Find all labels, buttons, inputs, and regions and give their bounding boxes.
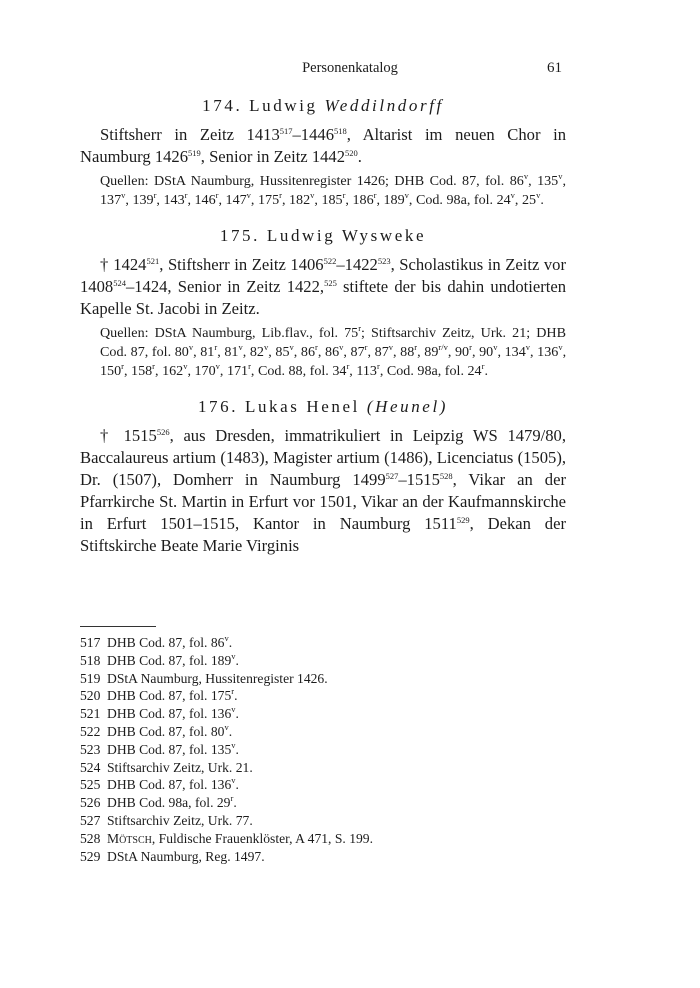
text-run: , 150: [100, 344, 567, 379]
text-run: , 186: [345, 192, 374, 208]
footnote-number: 518: [80, 652, 101, 668]
footnote-number: 520: [80, 688, 101, 704]
text-run: , 170: [187, 363, 216, 379]
text-run: DHB Cod. 87, fol. 80: [107, 723, 225, 739]
footnote: [80, 794, 566, 812]
superscript: 520: [345, 148, 358, 158]
text-run: .: [233, 795, 237, 811]
entry-surname: (Heunel): [366, 397, 449, 416]
superscript: v: [525, 342, 531, 352]
footnote-number: 519: [80, 670, 101, 686]
superscript: v: [231, 739, 236, 750]
superscript: v: [121, 190, 126, 200]
footnote-text: [107, 634, 232, 652]
superscript: v: [183, 361, 188, 371]
superscript: 528: [439, 471, 453, 481]
superscript: r: [376, 361, 380, 371]
text-run: .: [228, 723, 233, 739]
footnote: [80, 776, 566, 794]
text-run: , 158: [123, 363, 153, 379]
superscript: v: [558, 342, 563, 352]
text-run: , 146: [187, 192, 216, 208]
text-run: .: [484, 363, 488, 379]
footnote: [80, 670, 566, 688]
footnote: [80, 705, 566, 723]
footnote-number: 522: [80, 723, 101, 739]
text-run: , Scholastikus in Zeitz vor 1408: [80, 255, 567, 296]
entry-number: 175.: [219, 226, 261, 245]
footnote-number: 528: [80, 830, 101, 846]
footnote-number: 517: [80, 635, 101, 650]
text-run: , 87: [367, 344, 389, 360]
text-run: , 189: [376, 192, 405, 208]
spacer: [80, 381, 566, 395]
text-run: , 139: [125, 192, 154, 208]
superscript: v: [558, 171, 563, 181]
footnote-text: [107, 794, 237, 812]
catalog-body: [80, 94, 566, 557]
text-run: , Stiftsherr in Zeitz 1406: [159, 255, 324, 274]
entry-number: 176.: [197, 397, 239, 416]
footnote: [80, 687, 566, 705]
text-run: DHB Cod. 98a, fol. 29: [107, 795, 231, 811]
superscript: r: [214, 342, 218, 352]
footnote-text: [107, 741, 239, 759]
text-run: , 175: [250, 192, 280, 208]
text-run: † 1515: [100, 426, 157, 445]
footnote-number: 529: [80, 848, 101, 864]
text-run: , 90: [471, 344, 494, 360]
footnote-number: 526: [80, 795, 101, 811]
superscript: v: [246, 190, 251, 200]
superscript: v: [215, 361, 220, 371]
superscript: 524: [113, 278, 126, 288]
text-run: .: [540, 192, 544, 208]
superscript: v: [231, 650, 236, 661]
text-run: , 143: [156, 192, 185, 208]
text-run: –1424, Senior in Zeitz 1422,: [125, 277, 325, 296]
text-run: DHB Cod. 87, fol. 189: [107, 652, 232, 668]
footnote: [80, 723, 566, 741]
text-run: , 89: [417, 344, 439, 360]
text-run: stiftete der bis dahin undotierten Kapelle St. Jacobi in Zeitz.: [80, 277, 566, 318]
text-run: , 88: [393, 344, 415, 360]
text-run: , 147: [218, 192, 247, 208]
text-run: ; Stiftsarchiv Zeitz, Urk. 21; DHB Cod. 87, fol. 80: [100, 325, 566, 360]
superscript: r: [231, 686, 235, 697]
text-run: .: [235, 706, 239, 722]
text-run: , 162: [155, 363, 184, 379]
entry-name: Lukas Henel: [244, 397, 360, 416]
text-run: .: [234, 688, 238, 704]
text-run: , 171: [219, 363, 249, 379]
text-run: .: [235, 741, 239, 757]
text-run: DHB Cod. 87, fol. 175: [107, 688, 232, 704]
superscript: v: [231, 704, 236, 715]
author-name: Mötsch: [107, 830, 152, 846]
superscript: r: [152, 361, 156, 371]
superscript: v: [536, 190, 541, 200]
superscript: 517: [279, 126, 293, 136]
text-run: , Dekan der Stiftskirche Beate Marie Virginis: [80, 514, 566, 555]
text-run: .: [235, 777, 239, 793]
footnote-number: 525: [80, 777, 101, 793]
footnote: [80, 634, 566, 652]
text-run: Quellen: DStA Naumburg, Lib.flav., fol. 75: [100, 325, 359, 341]
superscript: v: [188, 342, 194, 352]
entry-174-sources: [80, 172, 566, 210]
superscript: v: [289, 342, 294, 352]
text-run: DHB Cod. 87, fol. 86: [107, 635, 225, 650]
entry-176-heading: [80, 395, 566, 419]
text-run: , aus Dresden, immatrikuliert in Leipzig WS 1479/80, Baccalaureus artium (1483), Magister artium (1486), Licenciatus (1505), Dr. (1507), Domherr in Naumburg 1499: [80, 426, 566, 489]
superscript: v: [310, 190, 315, 200]
text-run: , 25: [514, 192, 537, 208]
text-run: DHB Cod. 87, fol. 135: [107, 741, 232, 757]
text-run: , Senior in Zeitz 1442: [200, 147, 346, 166]
text-run: Stiftsarchiv Zeitz, Urk. 77.: [107, 812, 253, 828]
text-run: Stiftsherr in Zeitz 1413: [100, 125, 280, 144]
superscript: v: [493, 342, 498, 352]
footnote: [80, 812, 566, 830]
text-run: , Fuldische Frauenklöster, A 471, S. 199.: [151, 830, 373, 846]
entry-174-text: [80, 124, 566, 168]
superscript: r: [481, 361, 485, 371]
superscript: 518: [333, 126, 347, 136]
superscript: r: [364, 342, 368, 352]
text-run: , 185: [314, 192, 343, 208]
footnote: [80, 759, 566, 777]
text-run: –1422: [336, 255, 378, 274]
text-run: Stiftsarchiv Zeitz, Urk. 21.: [107, 759, 253, 775]
entry-surname: Weddilndorff: [324, 96, 444, 115]
text-run: † 1424: [100, 255, 147, 274]
footnote-text: [107, 759, 253, 777]
text-run: Quellen: DStA Naumburg, Hussitenregister 1426; DHB Cod. 87, fol. 86: [100, 173, 524, 189]
footnote-text: [107, 687, 238, 705]
superscript: 529: [456, 515, 470, 525]
superscript: v: [224, 721, 229, 732]
footnote-text: [107, 812, 253, 830]
text-run: , 134: [497, 344, 526, 360]
superscript: v: [523, 171, 529, 181]
footnotes: [80, 634, 566, 865]
text-run: , 136: [530, 344, 559, 360]
superscript: r: [358, 323, 362, 333]
footnote: [80, 741, 566, 759]
superscript: r: [121, 361, 124, 371]
text-run: , 135: [528, 173, 559, 189]
footnote: [80, 652, 566, 670]
text-run: , 81: [193, 344, 215, 360]
entry-174-heading: [80, 94, 566, 118]
superscript: r: [469, 342, 472, 352]
entry-number: 174.: [202, 96, 243, 115]
superscript: v: [510, 190, 515, 200]
text-run: , Cod. 88, fol. 34: [250, 363, 347, 379]
entry-name: Ludwig Wysweke: [266, 226, 427, 245]
superscript: r: [153, 190, 157, 200]
text-run: , 182: [281, 192, 311, 208]
superscript: r: [184, 190, 188, 200]
text-run: , 86: [293, 344, 316, 360]
superscript: 519: [188, 148, 201, 158]
superscript: 523: [377, 256, 391, 266]
footnote-number: 527: [80, 812, 101, 828]
entry-name: Ludwig: [249, 96, 318, 115]
running-head: [0, 60, 700, 80]
text-run: , 87: [343, 344, 365, 360]
text-run: .: [357, 147, 362, 166]
text-run: DStA Naumburg, Hussitenregister 1426.: [107, 670, 328, 686]
footnote-text: [107, 723, 232, 741]
text-run: , 86: [317, 344, 340, 360]
text-run: , 113: [349, 363, 377, 379]
superscript: r: [215, 190, 219, 200]
text-run: , 90: [447, 344, 470, 360]
entry-175-text: [80, 254, 566, 320]
superscript: v: [263, 342, 269, 352]
superscript: r: [346, 361, 350, 371]
running-title: Personenkatalog: [302, 60, 398, 76]
text-run: , Cod. 98a, fol. 24: [379, 363, 482, 379]
footnote-text: [107, 652, 239, 670]
footnote: [80, 848, 566, 866]
footnote-text: [107, 830, 373, 848]
footnote-rule: [80, 626, 156, 627]
superscript: v: [224, 633, 229, 643]
superscript: v: [388, 342, 393, 352]
footnote-text: [107, 670, 328, 688]
text-run: , 137: [100, 173, 566, 208]
text-run: , 85: [268, 344, 290, 360]
superscript: r: [230, 793, 234, 804]
text-run: .: [235, 652, 239, 668]
text-run: , Altarist im neuen Chor in Naumburg 1426: [80, 125, 566, 166]
page-number: 61: [547, 60, 562, 76]
superscript: v: [238, 342, 243, 352]
entry-175-sources: [80, 324, 566, 381]
superscript: r: [279, 190, 282, 200]
superscript: 526: [156, 427, 170, 437]
superscript: v: [339, 342, 344, 352]
text-run: DHB Cod. 87, fol. 136: [107, 706, 232, 722]
footnote-number: 523: [80, 741, 101, 757]
text-run: .: [228, 635, 233, 650]
superscript: r/v: [438, 342, 448, 352]
superscript: r: [373, 190, 377, 200]
superscript: r: [342, 190, 346, 200]
text-run: –1515: [398, 470, 440, 489]
spacer: [80, 210, 566, 224]
text-run: DStA Naumburg, Reg. 1497.: [107, 848, 265, 864]
superscript: 521: [146, 256, 160, 266]
footnote-number: 524: [80, 759, 101, 775]
entry-175-heading: [80, 224, 566, 248]
superscript: 527: [385, 471, 399, 481]
superscript: v: [404, 190, 409, 200]
text-run: , Cod. 98a, fol. 24: [408, 192, 511, 208]
superscript: r: [414, 342, 418, 352]
footnote-text: [107, 776, 239, 794]
superscript: v: [231, 775, 236, 786]
superscript: r: [315, 342, 318, 352]
footnote-text: [107, 848, 265, 866]
text-run: –1446: [292, 125, 334, 144]
footnote-number: 521: [80, 706, 101, 722]
superscript: 522: [323, 256, 337, 266]
text-run: , 82: [242, 344, 264, 360]
text-run: , 81: [217, 344, 239, 360]
superscript: r: [248, 361, 251, 371]
superscript: 525: [324, 278, 337, 288]
entry-176-text: [80, 425, 566, 557]
footnote: [80, 830, 566, 848]
text-run: DHB Cod. 87, fol. 136: [107, 777, 232, 793]
footnote-text: [107, 705, 239, 723]
text-run: , Vikar an der Pfarrkirche St. Martin in Erfurt vor 1501, Vikar an der Kaufmannskirche in Erfurt 1501–1515, Kantor in Naumburg 1511: [80, 470, 566, 533]
